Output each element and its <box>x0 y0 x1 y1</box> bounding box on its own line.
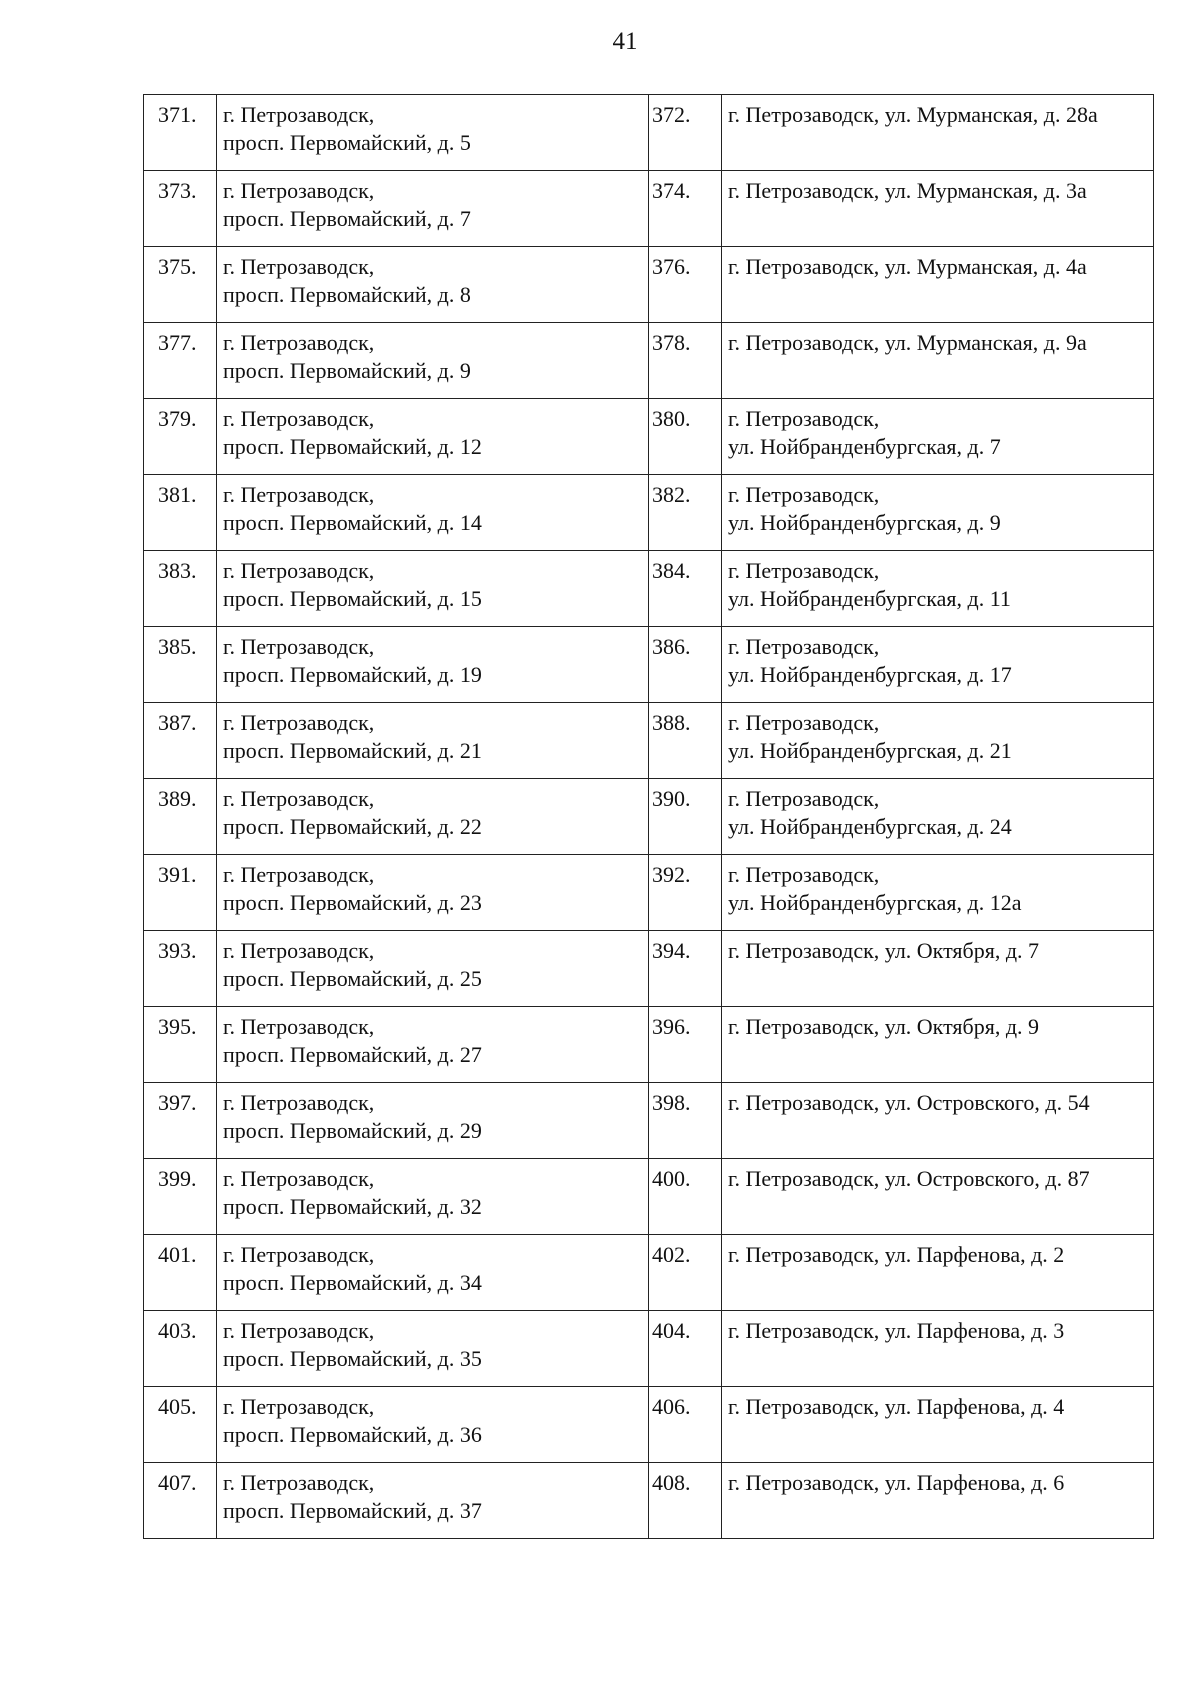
address-cell <box>722 1311 1154 1387</box>
entry-number: 399. <box>144 1159 217 1235</box>
entry-number: 371. <box>144 95 217 171</box>
address-line: просп. Первомайский, д. 34 <box>223 1270 482 1295</box>
table-row <box>144 855 1154 931</box>
address-line: г. Петрозаводск, <box>728 786 880 811</box>
entry-number: 408. <box>649 1463 722 1539</box>
address-line: ул. Нойбранденбургская, д. 12а <box>728 890 1022 915</box>
entry-number: 385. <box>144 627 217 703</box>
entry-number: 404. <box>649 1311 722 1387</box>
address-line: г. Петрозаводск, <box>223 1394 375 1419</box>
entry-number: 391. <box>144 855 217 931</box>
entry-number: 388. <box>649 703 722 779</box>
address-line: г. Петрозаводск, ул. Мурманская, д. 3а <box>728 178 1087 203</box>
address-line: просп. Первомайский, д. 14 <box>223 510 482 535</box>
address-cell <box>722 1387 1154 1463</box>
address-line: г. Петрозаводск, <box>223 710 375 735</box>
page-number: 41 <box>612 28 638 55</box>
entry-number: 392. <box>649 855 722 931</box>
address-line: просп. Первомайский, д. 15 <box>223 586 482 611</box>
table-row <box>144 779 1154 855</box>
table-row <box>144 1159 1154 1235</box>
address-line: г. Петрозаводск, <box>223 938 375 963</box>
address-line: г. Петрозаводск, <box>223 558 375 583</box>
table-row <box>144 95 1154 171</box>
address-line: г. Петрозаводск, <box>223 786 375 811</box>
address-line: г. Петрозаводск, <box>223 1014 375 1039</box>
address-line: г. Петрозаводск, ул. Парфенова, д. 4 <box>728 1394 1065 1419</box>
entry-number: 386. <box>649 627 722 703</box>
address-line: г. Петрозаводск, <box>728 406 880 431</box>
address-line: г. Петрозаводск, <box>223 254 375 279</box>
address-cell <box>722 247 1154 323</box>
entry-number: 395. <box>144 1007 217 1083</box>
address-line: ул. Нойбранденбургская, д. 7 <box>728 434 1001 459</box>
address-cell <box>722 323 1154 399</box>
entry-number: 377. <box>144 323 217 399</box>
address-line: г. Петрозаводск, <box>223 862 375 887</box>
address-cell <box>217 1235 649 1311</box>
address-line: просп. Первомайский, д. 27 <box>223 1042 482 1067</box>
address-line: просп. Первомайский, д. 29 <box>223 1118 482 1143</box>
address-line: г. Петрозаводск, ул. Островского, д. 87 <box>728 1166 1090 1191</box>
address-line: просп. Первомайский, д. 32 <box>223 1194 482 1219</box>
address-line: просп. Первомайский, д. 9 <box>223 358 471 383</box>
table-row <box>144 247 1154 323</box>
entry-number: 407. <box>144 1463 217 1539</box>
address-cell <box>217 931 649 1007</box>
entry-number: 376. <box>649 247 722 323</box>
address-cell <box>722 627 1154 703</box>
address-line: г. Петрозаводск, <box>728 558 880 583</box>
address-cell <box>722 551 1154 627</box>
address-line: г. Петрозаводск, <box>223 178 375 203</box>
address-line: г. Петрозаводск, <box>223 406 375 431</box>
address-line: просп. Первомайский, д. 5 <box>223 130 471 155</box>
table-row <box>144 551 1154 627</box>
table-row <box>144 931 1154 1007</box>
address-line: г. Петрозаводск, <box>728 862 880 887</box>
address-line: г. Петрозаводск, <box>223 330 375 355</box>
table-row <box>144 399 1154 475</box>
entry-number: 375. <box>144 247 217 323</box>
entry-number: 387. <box>144 703 217 779</box>
address-line: г. Петрозаводск, <box>223 1318 375 1343</box>
address-cell <box>722 1463 1154 1539</box>
entry-number: 402. <box>649 1235 722 1311</box>
entry-number: 397. <box>144 1083 217 1159</box>
address-cell <box>722 171 1154 247</box>
entry-number: 373. <box>144 171 217 247</box>
entry-number: 390. <box>649 779 722 855</box>
address-cell <box>217 95 649 171</box>
entry-number: 382. <box>649 475 722 551</box>
address-line: г. Петрозаводск, ул. Октября, д. 9 <box>728 1014 1040 1039</box>
address-line: г. Петрозаводск, ул. Парфенова, д. 6 <box>728 1470 1065 1495</box>
address-line: просп. Первомайский, д. 25 <box>223 966 482 991</box>
address-line: г. Петрозаводск, ул. Мурманская, д. 4а <box>728 254 1087 279</box>
entry-number: 401. <box>144 1235 217 1311</box>
address-line: просп. Первомайский, д. 36 <box>223 1422 482 1447</box>
address-cell <box>722 703 1154 779</box>
entry-number: 378. <box>649 323 722 399</box>
address-line: г. Петрозаводск, <box>223 1090 375 1115</box>
address-cell <box>722 1083 1154 1159</box>
table-row <box>144 475 1154 551</box>
address-cell <box>722 855 1154 931</box>
table-row <box>144 1083 1154 1159</box>
address-cell <box>217 627 649 703</box>
address-cell <box>217 1387 649 1463</box>
address-cell <box>217 1311 649 1387</box>
address-line: г. Петрозаводск, <box>223 102 375 127</box>
address-cell <box>722 779 1154 855</box>
address-cell <box>217 1159 649 1235</box>
address-cell <box>217 1007 649 1083</box>
address-line: ул. Нойбранденбургская, д. 11 <box>728 586 1011 611</box>
address-line: г. Петрозаводск, <box>223 1242 375 1267</box>
address-cell <box>217 323 649 399</box>
address-cell <box>722 95 1154 171</box>
address-cell <box>722 1159 1154 1235</box>
address-cell <box>722 475 1154 551</box>
address-line: г. Петрозаводск, <box>728 634 880 659</box>
entry-number: 396. <box>649 1007 722 1083</box>
entry-number: 393. <box>144 931 217 1007</box>
address-cell <box>722 1007 1154 1083</box>
address-line: г. Петрозаводск, ул. Мурманская, д. 28а <box>728 102 1098 127</box>
entry-number: 380. <box>649 399 722 475</box>
address-line: г. Петрозаводск, <box>728 710 880 735</box>
address-cell <box>217 855 649 931</box>
address-line: просп. Первомайский, д. 19 <box>223 662 482 687</box>
address-table-body <box>144 95 1154 1539</box>
entry-number: 398. <box>649 1083 722 1159</box>
entry-number: 405. <box>144 1387 217 1463</box>
address-line: ул. Нойбранденбургская, д. 24 <box>728 814 1012 839</box>
address-cell <box>217 171 649 247</box>
table-row <box>144 171 1154 247</box>
address-cell <box>217 703 649 779</box>
entry-number: 394. <box>649 931 722 1007</box>
address-line: просп. Первомайский, д. 37 <box>223 1498 482 1523</box>
address-line: г. Петрозаводск, <box>728 482 880 507</box>
entry-number: 372. <box>649 95 722 171</box>
table-row <box>144 1007 1154 1083</box>
entry-number: 400. <box>649 1159 722 1235</box>
entry-number: 384. <box>649 551 722 627</box>
address-line: г. Петрозаводск, ул. Мурманская, д. 9а <box>728 330 1087 355</box>
address-table <box>143 94 1154 1539</box>
table-row <box>144 1463 1154 1539</box>
table-row <box>144 1235 1154 1311</box>
address-line: г. Петрозаводск, ул. Островского, д. 54 <box>728 1090 1090 1115</box>
address-line: просп. Первомайский, д. 21 <box>223 738 482 763</box>
address-line: г. Петрозаводск, <box>223 1166 375 1191</box>
address-cell <box>217 779 649 855</box>
address-cell <box>217 399 649 475</box>
address-cell <box>217 475 649 551</box>
address-line: просп. Первомайский, д. 22 <box>223 814 482 839</box>
entry-number: 374. <box>649 171 722 247</box>
address-line: просп. Первомайский, д. 7 <box>223 206 471 231</box>
address-line: г. Петрозаводск, ул. Парфенова, д. 2 <box>728 1242 1065 1267</box>
address-line: просп. Первомайский, д. 8 <box>223 282 471 307</box>
address-line: г. Петрозаводск, <box>223 634 375 659</box>
entry-number: 403. <box>144 1311 217 1387</box>
address-cell <box>722 399 1154 475</box>
address-line: ул. Нойбранденбургская, д. 21 <box>728 738 1012 763</box>
entry-number: 383. <box>144 551 217 627</box>
address-cell <box>217 1083 649 1159</box>
entry-number: 406. <box>649 1387 722 1463</box>
table-row <box>144 323 1154 399</box>
address-line: просп. Первомайский, д. 12 <box>223 434 482 459</box>
address-cell <box>217 247 649 323</box>
table-row <box>144 627 1154 703</box>
address-cell <box>722 931 1154 1007</box>
address-cell <box>217 1463 649 1539</box>
address-line: г. Петрозаводск, ул. Парфенова, д. 3 <box>728 1318 1065 1343</box>
entry-number: 389. <box>144 779 217 855</box>
address-cell <box>217 551 649 627</box>
address-cell <box>722 1235 1154 1311</box>
table-row <box>144 1387 1154 1463</box>
entry-number: 381. <box>144 475 217 551</box>
table-row <box>144 703 1154 779</box>
address-line: г. Петрозаводск, <box>223 1470 375 1495</box>
entry-number: 379. <box>144 399 217 475</box>
address-line: просп. Первомайский, д. 35 <box>223 1346 482 1371</box>
address-line: ул. Нойбранденбургская, д. 9 <box>728 510 1001 535</box>
address-line: г. Петрозаводск, ул. Октября, д. 7 <box>728 938 1040 963</box>
table-row <box>144 1311 1154 1387</box>
address-line: ул. Нойбранденбургская, д. 17 <box>728 662 1012 687</box>
address-line: просп. Первомайский, д. 23 <box>223 890 482 915</box>
address-line: г. Петрозаводск, <box>223 482 375 507</box>
